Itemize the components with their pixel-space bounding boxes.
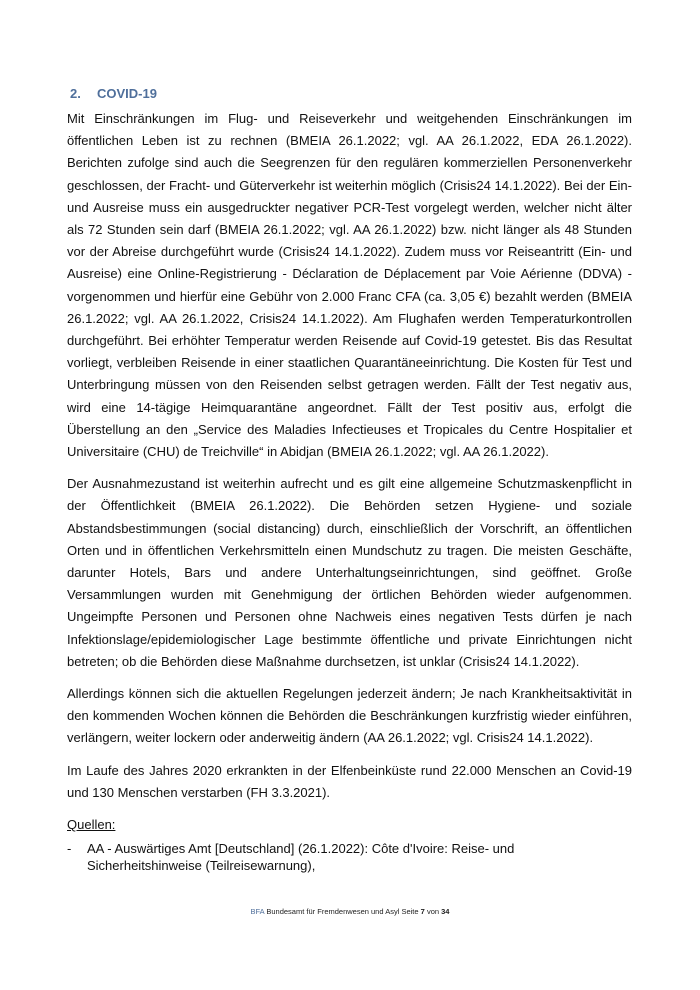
body-text (67, 108, 632, 874)
footer-page-number: 7 (420, 907, 425, 916)
footer-page-label: Seite (401, 907, 419, 916)
paragraph: Der Ausnahmezustand ist weiterhin aufrecht und es gilt eine allgemeine Schutzmaskenpflicht in der Öffentlichkeit (BMEIA 26.1.2022). Die Behörden setzen Hygiene- und soziale Abstandsbestimmungen (social distancing) durch, einschließlich der Vorschrift, an öffentlichen Orten und in öffentlichen Verkehrsmitteln einen Mundschutz zu tragen. Die meisten Geschäfte, darunter Hotels, Bars und andere Unterhaltungseinrichtungen, sind geöffnet. Große Versammlungen wurden mit Genehmigung der örtlichen Behörden wieder aufgenommen. Ungeimpfte Personen und Personen ohne Nachweis eines negativen Tests dürfen je nach Infektionslage/epidemiologischer Lage bestimmte öffentliche und private Einrichtungen nicht betreten; ob die Behörden diese Maßnahme durchsetzen, ist unklar (Crisis24 14.1.2022). (67, 476, 632, 669)
paragraph: Allerdings können sich die aktuellen Regelungen jederzeit ändern; Je nach Krankheitsaktivität in den kommenden Wochen können die Behörden die Beschränkungen kurzfristig wieder einführen, verlängern, weiter lockern oder anderweitig ändern (AA 26.1.2022; vgl. Crisis24 14.1.2022). (67, 686, 632, 746)
paragraph: Mit Einschränkungen im Flug- und Reiseverkehr und weitgehenden Einschränkungen im öffentlichen Leben ist zu rechnen (BMEIA 26.1.2022; vgl. AA 26.1.2022, EDA 26.1.2022). Berichten zufolge sind auch die Seegrenzen für den regulären kommerziellen Personenverkehr geschlossen, der Fracht- und Güterverkehr ist weiterhin möglich (Crisis24 14.1.2022). Bei der Ein- und Ausreise muss ein ausgedruckter negativer PCR-Test vorgelegt werden, welcher nicht älter als 72 Stunden sein darf (BMEIA 26.1.2022; vgl. AA 26.1.2022) bzw. nicht länger als 48 Stunden vor der Abreise durchgeführt wurde (Crisis24 14.1.2022). Zudem muss vor Reiseantritt (Ein- und Ausreise) eine Online-Registrierung - Déclaration de Déplacement par Voie Aérienne (DDVA) - vorgenommen und hierfür eine Gebühr von 2.000 Franc CFA (ca. 3,05 €) bezahlt werden (BMEIA 26.1.2022; vgl. AA 26.1.2022, Crisis24 14.1.2022). Am Flughafen werden Temperaturkontrollen durchgeführt. Bei erhöhter Temperatur werden Reisende auf Covid-19 getestet. Bis das Resultat vorliegt, verbleiben Reisende in einer staatlichen Quarantäneeinrichtung. Die Kosten für Test und Unterbringung müssen von den Reisenden selbst getragen werden. Fällt der Test negativ aus, wird eine 14-tägige Heimquarantäne angeordnet. Fällt der Test positiv aus, erfolgt die Überstellung an den „Service des Maladies Infectieuses et Tropicales du Centre Hospitalier et Universitaire (CHU) de Treichville“ in Abidjan (BMEIA 26.1.2022; vgl. AA 26.1.2022). (67, 111, 632, 460)
footer-org: Bundesamt für Fremdenwesen und Asyl (266, 907, 400, 916)
section-number: 2. (70, 86, 81, 101)
paragraph: Im Laufe des Jahres 2020 erkrankten in der Elfenbeinküste rund 22.000 Menschen an Covid-19 und 130 Menschen verstarben (FH 3.3.2021). (67, 762, 632, 800)
source-text: AA - Auswärtiges Amt [Deutschland] (26.1.2022): Côte d'Ivoire: Reise- und Sicherheitshinweise (Teilreisewarnung), (87, 841, 515, 874)
footer-total-pages: 34 (441, 907, 450, 916)
list-bullet: - (67, 841, 72, 857)
source-item (67, 840, 632, 874)
footer-brand: BFA (250, 907, 265, 916)
page-footer (0, 907, 700, 916)
sources-heading: Quellen: (67, 817, 116, 833)
footer-of-label: von (426, 907, 440, 916)
section-title: COVID-19 (97, 86, 157, 101)
section-heading (70, 86, 157, 101)
